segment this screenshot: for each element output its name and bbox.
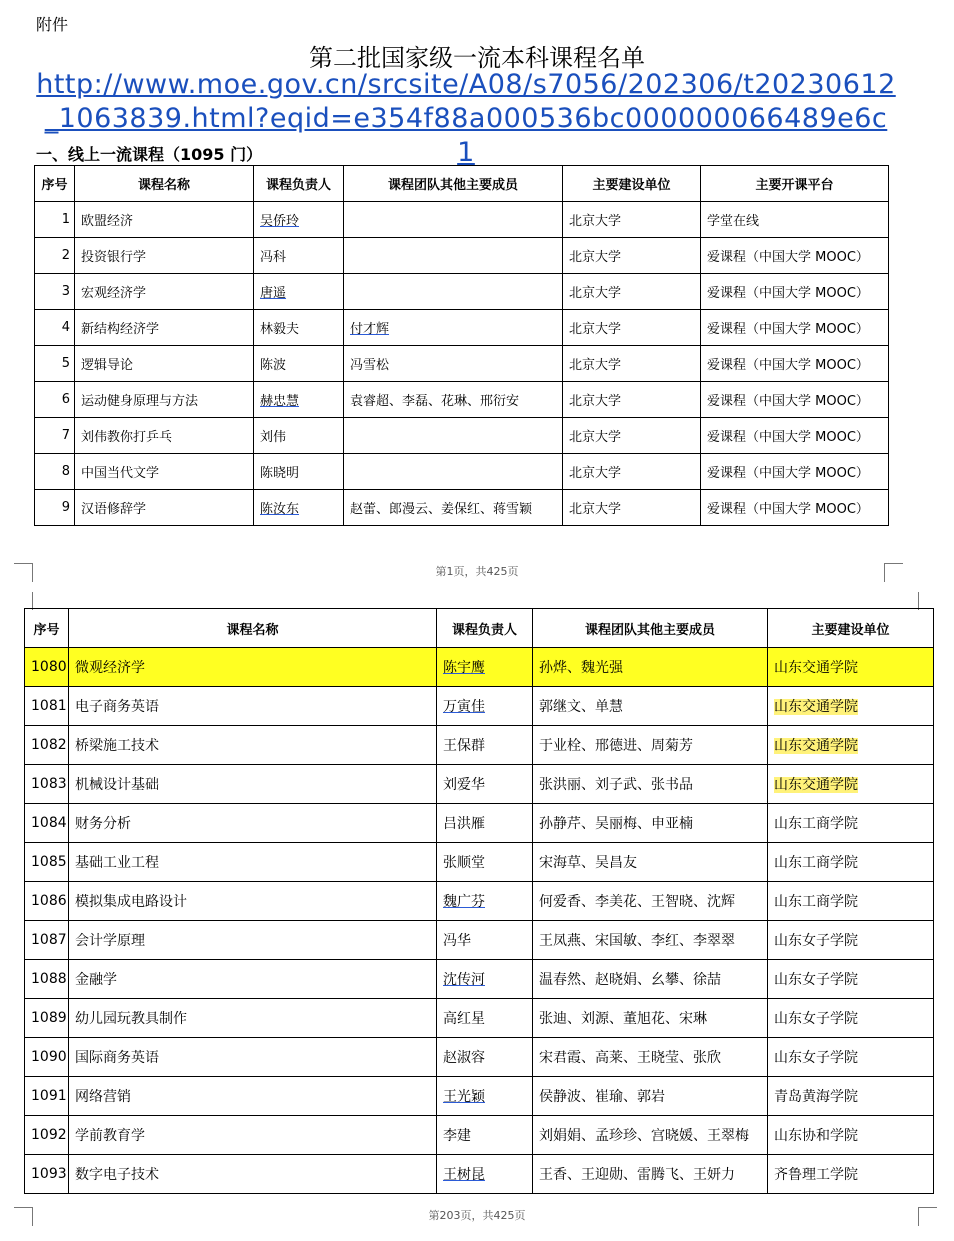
page-title: 第二批国家级一流本科课程名单 (309, 44, 645, 72)
cell-members: 孙烨、魏光强 (533, 648, 768, 687)
cell-course: 投资银行学 (75, 238, 254, 274)
cell-unit-text: 山东女子学院 (774, 972, 858, 988)
col-leader: 课程负责人 (437, 609, 533, 648)
page-footer-1: 第1页，共425页 (435, 565, 519, 578)
cell-members: 王凤燕、宋国敏、李红、李翠翠 (533, 921, 768, 960)
cell-course: 宏观经济学 (75, 274, 254, 310)
cell-unit (768, 648, 934, 687)
col-no: 序号 (35, 166, 75, 202)
cell-leader: 吴侨玲 (254, 202, 344, 238)
cell-no: 4 (35, 310, 75, 346)
cell-course: 新结构经济学 (75, 310, 254, 346)
cell-unit-text: 山东交通学院 (774, 777, 858, 793)
table-row (25, 882, 934, 921)
table-row (25, 999, 934, 1038)
cell-unit: 北京大学 (563, 238, 701, 274)
course-table-page203 (24, 608, 934, 1194)
cell-members (344, 238, 563, 274)
cell-course: 国际商务英语 (69, 1038, 437, 1077)
crop-mark (884, 563, 903, 582)
table-row (35, 310, 889, 346)
cell-platform: 爱课程（中国大学 MOOC） (701, 310, 889, 346)
cell-members: 宋海草、吴昌友 (533, 843, 768, 882)
cell-members: 孙静芹、吴丽梅、申亚楠 (533, 804, 768, 843)
cell-no: 1087 (25, 921, 69, 960)
cell-no: 3 (35, 274, 75, 310)
cell-no: 9 (35, 490, 75, 526)
cell-no: 8 (35, 454, 75, 490)
cell-platform: 爱课程（中国大学 MOOC） (701, 490, 889, 526)
cell-course: 运动健身原理与方法 (75, 382, 254, 418)
cell-unit-text: 山东交通学院 (774, 660, 858, 676)
cell-members (344, 274, 563, 310)
cell-unit: 北京大学 (563, 418, 701, 454)
cell-unit (768, 765, 934, 804)
cell-leader: 吕洪雁 (437, 804, 533, 843)
attachment-label: 附件 (36, 15, 69, 34)
cell-leader: 刘伟 (254, 418, 344, 454)
cell-course: 模拟集成电路设计 (69, 882, 437, 921)
table-row (25, 648, 934, 687)
col-leader: 课程负责人 (254, 166, 344, 202)
cell-unit: 北京大学 (563, 310, 701, 346)
table-row (35, 454, 889, 490)
cell-leader: 王光颖 (437, 1077, 533, 1116)
cell-course: 刘伟教你打乒乓 (75, 418, 254, 454)
table-row (25, 687, 934, 726)
cell-unit-text: 山东工商学院 (774, 855, 858, 871)
cell-no: 7 (35, 418, 75, 454)
cell-platform: 爱课程（中国大学 MOOC） (701, 382, 889, 418)
cell-unit (768, 921, 934, 960)
cell-members: 袁睿超、李磊、花琳、邢衍安 (344, 382, 563, 418)
col-no: 序号 (25, 609, 69, 648)
cell-leader: 陈波 (254, 346, 344, 382)
table-row (25, 1116, 934, 1155)
cell-unit (768, 804, 934, 843)
cell-unit (768, 960, 934, 999)
cell-members: 何爱香、李美花、王智晓、沈辉 (533, 882, 768, 921)
cell-no: 1085 (25, 843, 69, 882)
cell-course: 网络营销 (69, 1077, 437, 1116)
cell-no: 1081 (25, 687, 69, 726)
cell-unit: 北京大学 (563, 454, 701, 490)
cell-unit (768, 726, 934, 765)
cell-course: 会计学原理 (69, 921, 437, 960)
cell-no: 1080 (25, 648, 69, 687)
cell-no: 1083 (25, 765, 69, 804)
cell-members: 温春然、赵晓娟、幺攀、徐喆 (533, 960, 768, 999)
cell-members: 张洪丽、刘子武、张书品 (533, 765, 768, 804)
cell-leader: 张顺堂 (437, 843, 533, 882)
cell-unit-text: 山东交通学院 (774, 699, 858, 715)
col-members: 课程团队其他主要成员 (344, 166, 563, 202)
table-row (35, 490, 889, 526)
cell-no: 1084 (25, 804, 69, 843)
cell-course: 汉语修辞学 (75, 490, 254, 526)
table-row (25, 960, 934, 999)
cell-course: 欧盟经济 (75, 202, 254, 238)
cell-platform: 学堂在线 (701, 202, 889, 238)
cell-no: 1090 (25, 1038, 69, 1077)
crop-mark (918, 1207, 937, 1226)
cell-leader: 沈传河 (437, 960, 533, 999)
cell-platform: 爱课程（中国大学 MOOC） (701, 346, 889, 382)
cell-leader: 林毅夫 (254, 310, 344, 346)
cell-course: 金融学 (69, 960, 437, 999)
cell-unit: 北京大学 (563, 202, 701, 238)
table-row (25, 921, 934, 960)
table-header-row (25, 609, 934, 648)
cell-members: 郭继文、单慧 (533, 687, 768, 726)
cell-course: 幼儿园玩教具制作 (69, 999, 437, 1038)
cell-no: 1091 (25, 1077, 69, 1116)
cell-unit-text: 青岛黄海学院 (774, 1089, 858, 1105)
cell-no: 6 (35, 382, 75, 418)
table-row (25, 1155, 934, 1194)
cell-unit-text: 山东交通学院 (774, 738, 858, 754)
col-unit: 主要建设单位 (563, 166, 701, 202)
table-row (35, 238, 889, 274)
table-row (25, 1077, 934, 1116)
cell-course: 桥梁施工技术 (69, 726, 437, 765)
col-platform: 主要开课平台 (701, 166, 889, 202)
cell-unit (768, 882, 934, 921)
cell-members: 冯雪松 (344, 346, 563, 382)
cell-members: 侯静波、崔瑜、郭岩 (533, 1077, 768, 1116)
cell-unit (768, 1155, 934, 1194)
col-unit: 主要建设单位 (768, 609, 934, 648)
cell-course: 财务分析 (69, 804, 437, 843)
cell-unit: 北京大学 (563, 346, 701, 382)
cell-leader: 李建 (437, 1116, 533, 1155)
cell-members: 于业栓、邢德进、周菊芳 (533, 726, 768, 765)
table-row (25, 1038, 934, 1077)
cell-unit (768, 1077, 934, 1116)
cell-no: 1092 (25, 1116, 69, 1155)
crop-mark (14, 563, 33, 582)
cell-unit: 北京大学 (563, 490, 701, 526)
cell-unit-text: 山东工商学院 (774, 894, 858, 910)
cell-unit: 北京大学 (563, 274, 701, 310)
cell-course: 中国当代文学 (75, 454, 254, 490)
cell-leader: 魏广芬 (437, 882, 533, 921)
crop-mark (14, 1207, 33, 1226)
course-table-page1 (34, 165, 889, 526)
cell-platform: 爱课程（中国大学 MOOC） (701, 238, 889, 274)
cell-unit-text: 山东协和学院 (774, 1128, 858, 1144)
cell-leader: 冯科 (254, 238, 344, 274)
source-link[interactable]: http://www.moe.gov.cn/srcsite/A08/s7056/202306/t20230612_1063839.html?eqid=e354f88a000536bc000000066489e6c1 (36, 69, 896, 168)
table-row (25, 843, 934, 882)
col-course: 课程名称 (75, 166, 254, 202)
table-row (35, 202, 889, 238)
cell-unit (768, 1116, 934, 1155)
cell-leader: 唐遥 (254, 274, 344, 310)
cell-members: 刘娟娟、孟珍珍、宫晓媛、王翠梅 (533, 1116, 768, 1155)
cell-members: 王香、王迎勋、雷腾飞、王妍力 (533, 1155, 768, 1194)
cell-unit-text: 山东女子学院 (774, 1011, 858, 1027)
cell-leader: 赫忠慧 (254, 382, 344, 418)
col-members: 课程团队其他主要成员 (533, 609, 768, 648)
cell-no: 1086 (25, 882, 69, 921)
cell-leader: 陈宇鹰 (437, 648, 533, 687)
table-header-row (35, 166, 889, 202)
cell-unit (768, 843, 934, 882)
cell-course: 微观经济学 (69, 648, 437, 687)
cell-no: 1082 (25, 726, 69, 765)
cell-unit: 北京大学 (563, 382, 701, 418)
table-row (25, 804, 934, 843)
cell-course: 学前教育学 (69, 1116, 437, 1155)
cell-no: 1 (35, 202, 75, 238)
col-course: 课程名称 (69, 609, 437, 648)
table-row (35, 382, 889, 418)
cell-no: 1088 (25, 960, 69, 999)
cell-unit-text: 齐鲁理工学院 (774, 1167, 858, 1183)
cell-leader: 王保群 (437, 726, 533, 765)
cell-members (344, 418, 563, 454)
cell-unit (768, 687, 934, 726)
cell-no: 1093 (25, 1155, 69, 1194)
cell-platform: 爱课程（中国大学 MOOC） (701, 418, 889, 454)
table-row (25, 765, 934, 804)
cell-course: 数字电子技术 (69, 1155, 437, 1194)
table-row (35, 346, 889, 382)
cell-members (344, 202, 563, 238)
cell-leader: 冯华 (437, 921, 533, 960)
cell-leader: 万寅佳 (437, 687, 533, 726)
cell-members: 张迪、刘源、董旭花、宋琳 (533, 999, 768, 1038)
cell-leader: 刘爱华 (437, 765, 533, 804)
section-heading: 一、线上一流课程（1095 门） (36, 145, 263, 164)
cell-course: 基础工业工程 (69, 843, 437, 882)
cell-members: 付才辉 (344, 310, 563, 346)
cell-no: 5 (35, 346, 75, 382)
cell-leader: 王树昆 (437, 1155, 533, 1194)
table-row (35, 418, 889, 454)
cell-leader: 陈汝东 (254, 490, 344, 526)
table-row (35, 274, 889, 310)
cell-platform: 爱课程（中国大学 MOOC） (701, 274, 889, 310)
cell-members (344, 454, 563, 490)
cell-leader: 高红星 (437, 999, 533, 1038)
cell-unit-text: 山东女子学院 (774, 1050, 858, 1066)
page-footer-2: 第203页，共425页 (428, 1209, 526, 1222)
cell-no: 2 (35, 238, 75, 274)
table-row (25, 726, 934, 765)
cell-leader: 陈晓明 (254, 454, 344, 490)
cell-no: 1089 (25, 999, 69, 1038)
cell-course: 机械设计基础 (69, 765, 437, 804)
cell-course: 电子商务英语 (69, 687, 437, 726)
cell-unit (768, 999, 934, 1038)
cell-course: 逻辑导论 (75, 346, 254, 382)
cell-unit-text: 山东工商学院 (774, 816, 858, 832)
cell-members: 赵蕾、郎漫云、姜保红、蒋雪颖 (344, 490, 563, 526)
cell-unit-text: 山东女子学院 (774, 933, 858, 949)
cell-platform: 爱课程（中国大学 MOOC） (701, 454, 889, 490)
cell-members: 宋君霞、高莱、王晓莹、张欣 (533, 1038, 768, 1077)
cell-leader: 赵淑容 (437, 1038, 533, 1077)
cell-unit (768, 1038, 934, 1077)
